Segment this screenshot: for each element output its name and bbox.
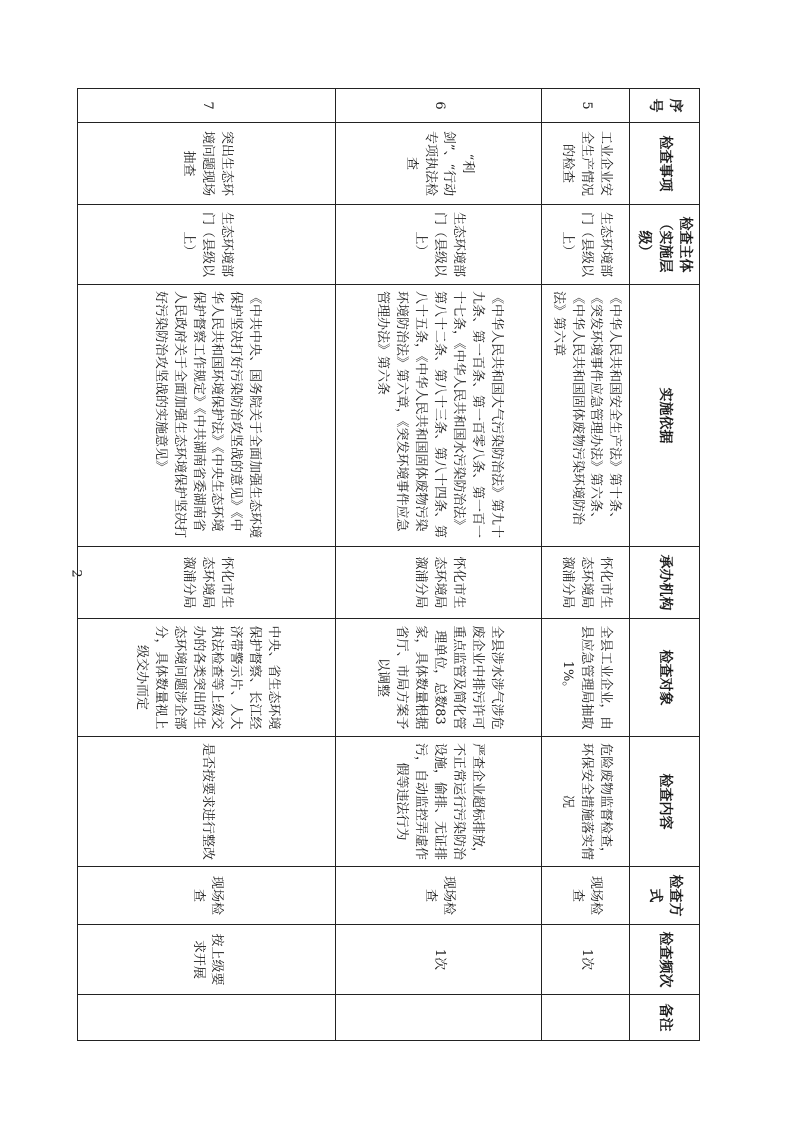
header-cell: 实施依据 <box>630 285 700 547</box>
cell-target: 全县工业企业，由县应急管理局抽取1%。 <box>542 619 630 737</box>
cell-frequency: 1次 <box>542 925 630 995</box>
cell-method: 现场检查 <box>336 867 542 925</box>
page-number: 2 <box>68 569 84 578</box>
header-cell: 检查对象 <box>630 619 700 737</box>
table-row <box>78 89 336 1041</box>
cell-target: 中央、省生态环境保护督察、长江经济带警示片、人大执法检查等上级交办的各类突出的生态环境问题涉企部分，具体数量视上级交办而定 <box>78 619 336 737</box>
cell-no: 5 <box>542 89 630 123</box>
cell-frequency: 按上级要求开展 <box>78 925 336 995</box>
header-cell: 检查频次 <box>630 925 700 995</box>
rotated-table-wrapper <box>120 88 700 1040</box>
cell-item: 工业企业安全生产情况的检查 <box>542 123 630 205</box>
cell-remark <box>336 995 542 1041</box>
table-row <box>336 89 542 1041</box>
cell-frequency: 1次 <box>336 925 542 995</box>
cell-no: 6 <box>336 89 542 123</box>
cell-content: 危险废物监督检查，环保安全措施落实情况 <box>542 737 630 867</box>
cell-method: 现场检查 <box>78 867 336 925</box>
cell-item: 突出生态环境问题现场抽查 <box>78 123 336 205</box>
header-cell: 承办机构 <box>630 547 700 619</box>
cell-basis: 《中华人民共和国大气污染防治法》第九十九条、第一百条、第一百零八条、第一百一十七条，《中华人民共和国水污染防治法》第八十二条、第八十三条、第八十四条、第八十五条，《中华人民共和国固体废物污染环境防治法》第六章，《突发环境事件应急管理办法》第六条 <box>336 285 542 547</box>
cell-basis: 《中华人民共和国安全生产法》第十条、《突发环境事件应急管理办法》第六条、《中华人民共和国固体废物污染环境防治法》第六章 <box>542 285 630 547</box>
header-cell: 检查方式 <box>630 867 700 925</box>
header-cell: 检查事项 <box>630 123 700 205</box>
inspection-table <box>77 88 700 1041</box>
cell-remark <box>542 995 630 1041</box>
cell-item: “利剑”、“行动专项执法检查 <box>336 123 542 205</box>
cell-agency: 怀化市生态环境局溆浦分局 <box>542 547 630 619</box>
table-header-row <box>630 89 700 1041</box>
cell-target: 全县涉水涉气涉危废企业中排污许可重点监管及简化管理单位，总数83家，具体数量根据省厅、市局方案予以调整 <box>336 619 542 737</box>
cell-remark <box>78 995 336 1041</box>
cell-method: 现场检查 <box>542 867 630 925</box>
cell-subject: 生态环境部门（县级以上） <box>542 205 630 285</box>
header-cell: 检查主体（实施层级） <box>630 205 700 285</box>
cell-no: 7 <box>78 89 336 123</box>
header-cell: 备注 <box>630 995 700 1041</box>
cell-subject: 生态环境部门（县级以上） <box>336 205 542 285</box>
table-row <box>542 89 630 1041</box>
cell-content: 是否按要求进行整改 <box>78 737 336 867</box>
header-cell: 序号 <box>630 89 700 123</box>
cell-basis: 《中共中央、国务院关于全面加强生态环境保护坚决打好污染防治攻坚战的意见》《中华人民共和国环境保护法》《中央生态环境保护督察工作规定》《中共湖南省委湖南省人民政府关于全面加强生态环境保护坚决打好污染防治攻坚战的实施意见》 <box>78 285 336 547</box>
cell-agency: 怀化市生态环境局溆浦分局 <box>78 547 336 619</box>
cell-subject: 生态环境部门（县级以上） <box>78 205 336 285</box>
cell-agency: 怀化市生态环境局溆浦分局 <box>336 547 542 619</box>
header-cell: 检查内容 <box>630 737 700 867</box>
cell-content: 严查企业超标排放，不正常运行污染防治设施，偷排、无证排污，自动监控弄虚作假等违法行为 <box>336 737 542 867</box>
